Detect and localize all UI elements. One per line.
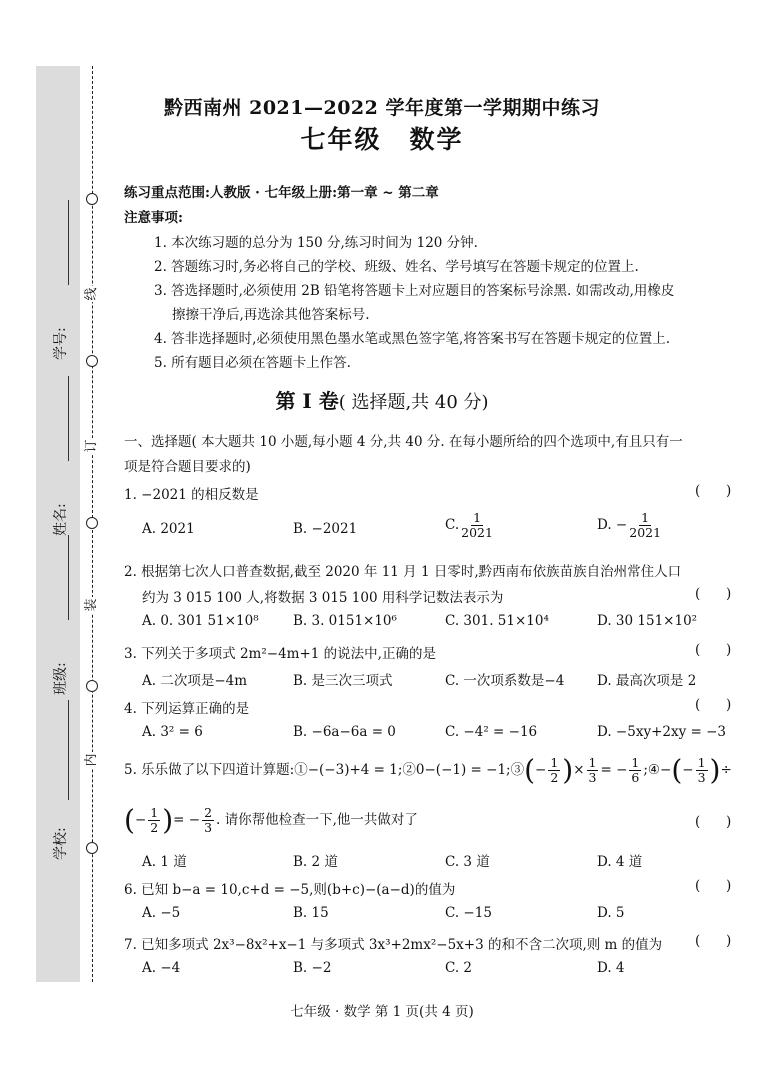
fraction [202,806,214,835]
binding-hole [86,517,98,529]
option-d: D. 最高次项是 2 [597,673,697,689]
option-a: A. −5 [142,905,181,921]
fraction [629,511,661,540]
question-stem: 3. 下列关于多项式 2m²−4m+1 的说法中,正确的是 [124,646,436,662]
notice-item: 5. 所有题目必须在答题卡上作答. [154,355,351,371]
option-d: D. 5 [597,905,625,921]
binding-hole [86,355,98,367]
option-a: A. 二次项是−4m [142,673,248,689]
operator: = − [173,812,201,828]
option-b: B. −2 [293,960,332,976]
option-b: B. 2 道 [293,854,338,870]
numerator: 1 [550,755,559,770]
option-c: C. 2 [445,960,473,976]
option-d: D. 4 道 [597,854,643,870]
option-c: C. −15 [445,905,492,921]
notice-item: 1. 本次练习题的总分为 150 分,练习时间为 120 分钟. [154,235,478,251]
denominator: 6 [631,770,640,785]
exam-subtitle [0,120,764,156]
cut-char: 线 [84,287,99,301]
fraction [548,756,560,785]
option-d [597,511,663,540]
option-b: B. 是三次三项式 [293,673,393,689]
student-id-field [50,200,76,360]
page-footer: 七年级 · 数学 第 1 页(共 4 页) [290,1004,474,1020]
option-c: C. −4² = −16 [445,724,538,740]
option-b: B. 3. 0151×10⁶ [293,613,397,629]
class-blank[interactable] [68,535,69,620]
binding-hole [86,193,98,205]
option-label: C. [445,517,460,533]
fraction [629,756,641,785]
option-c: C. 3 道 [445,854,490,870]
fraction [696,756,708,785]
option-a: A. 2021 [142,521,195,537]
stem-text: . 请你帮他检查一下,他一共做对了 [216,812,418,828]
option-b: B. 15 [293,905,329,921]
numerator: 2 [204,805,213,820]
stem-text: ;④− [643,762,672,778]
binding-hole [86,680,98,692]
student-id-blank[interactable] [68,200,69,285]
notice-item: 2. 答题练习时,务必将自己的学校、班级、姓名、学号填写在答题卡规定的位置上. [154,259,639,275]
denominator: 3 [697,770,706,785]
section-main: 第 Ⅰ 卷 [275,389,339,413]
option-a: A. 0. 301 51×10⁸ [142,613,259,629]
student-id-label: 学号: [53,327,69,360]
option-a: A. 3² = 6 [142,724,203,740]
name-label: 姓名: [53,503,69,536]
numerator: 1 [641,510,650,525]
operator: × [573,762,585,778]
option-c: C. 一次项系数是−4 [445,673,565,689]
school-blank[interactable] [68,700,69,800]
numerator: 1 [588,755,597,770]
option-b: B. −2021 [293,521,358,537]
fraction [461,511,493,540]
numerator: 1 [631,755,640,770]
class-field [50,535,76,695]
denominator: 2021 [461,525,493,540]
option-a: A. −4 [142,960,181,976]
operator: ÷ [720,762,732,778]
answer-blank[interactable]: ( ) [695,586,732,602]
operator: = − [600,762,628,778]
numerator: 1 [150,805,159,820]
numerator: 1 [473,510,482,525]
cut-char: 装 [84,598,99,612]
denominator: 2 [550,770,559,785]
option-d: D. 30 151×10² [597,613,698,629]
notice-title: 注意事项: [124,210,183,226]
notice-item: 4. 答非选择题时,必须使用黑色墨水笔或黑色签字笔,将答案书写在答题卡规定的位置上. [154,331,671,347]
question-stem: 2. 根据第七次人口普查数据,截至 2020 年 11 月 1 日零时,黔西南布依族苗族自治州常住人口 [124,564,682,580]
question-stem: 5. 乐乐做了以下四道计算题:①−(−3)+4 = 1;②0−(−1) = −1;③(− $\frac{1}{2}$ )× $\frac{1}{3}$ = − $\frac{1}{6}$ ;④−(− $\frac{1}{3}$ )÷ [124,753,732,787]
scope-text: 练习重点范围:人教版 · 七年级上册:第一章 ~ 第二章 [124,185,439,201]
section-sub: ( 选择题,共 40 分) [338,392,489,413]
class-label: 班级: [53,662,69,695]
cut-char: 订 [84,439,99,453]
stem-text: 5. 乐乐做了以下四道计算题:①−(−3)+4 = 1;②0−(−1) = −1;③ [124,762,525,778]
numerator: 1 [697,755,706,770]
part-instructions: 项是符合题目要求的) [124,459,251,475]
binding-hole [86,842,98,854]
answer-blank[interactable]: ( ) [695,814,732,830]
question-stem: (− $\frac{1}{2}$ )= − $\frac{2}{3}$ . 请你帮他检查一下,他一共做对了 [124,803,418,837]
option-d: D. −5xy+2xy = −3 [597,724,727,740]
cut-char: 内 [84,753,99,767]
question-stem: 4. 下列运算正确的是 [124,701,250,717]
school-label: 学校: [53,827,69,860]
school-field [50,700,76,860]
question-stem: 约为 3 015 100 人,将数据 3 015 100 用科学记数法表示为 [142,590,504,606]
denominator: 2021 [629,525,662,540]
part-instructions: 一、选择题( 本大题共 10 小题,每小题 4 分,共 40 分. 在每小题所给的四个选项中,有且只有一 [124,434,683,450]
answer-blank[interactable]: ( ) [695,697,732,713]
answer-blank[interactable]: ( ) [695,878,732,894]
denominator: 2 [150,820,159,835]
option-b: B. −6a−6a = 0 [293,724,396,740]
answer-blank[interactable]: ( ) [695,933,732,949]
question-stem: 1. −2021 的相反数是 [124,487,259,503]
question-stem: 6. 已知 b−a = 10,c+d = −5,则(b+c)−(a−d)的值为 [124,882,456,898]
notice-item: 3. 答选择题时,必须使用 2B 铅笔将答题卡上对应题目的答案标号涂黑. 如需改动,用橡皮 [154,283,675,299]
exam-title: 黔西南州 2021—2022 学年度第一学期期中练习 [164,97,600,119]
denominator: 3 [204,820,213,835]
fraction [148,806,160,835]
fraction [587,756,599,785]
option-a: A. 1 道 [142,854,187,870]
section-heading [0,385,764,414]
denominator: 3 [588,770,597,785]
answer-blank[interactable]: ( ) [695,642,732,658]
option-label: D. − [597,517,628,533]
option-d: D. 4 [597,960,625,976]
answer-blank[interactable]: ( ) [695,483,732,499]
notice-item: 擦擦干净后,再选涂其他答案标号. [172,307,370,323]
subject-label: 数学 [409,125,464,154]
grade-label: 七年级 [300,125,382,154]
option-c [445,511,495,540]
question-stem: 7. 已知多项式 2x³−8x²+x−1 与多项式 3x³+2mx²−5x+3 的和不含二次项,则 m 的值为 [124,937,663,953]
option-c: C. 301. 51×10⁴ [445,613,549,629]
